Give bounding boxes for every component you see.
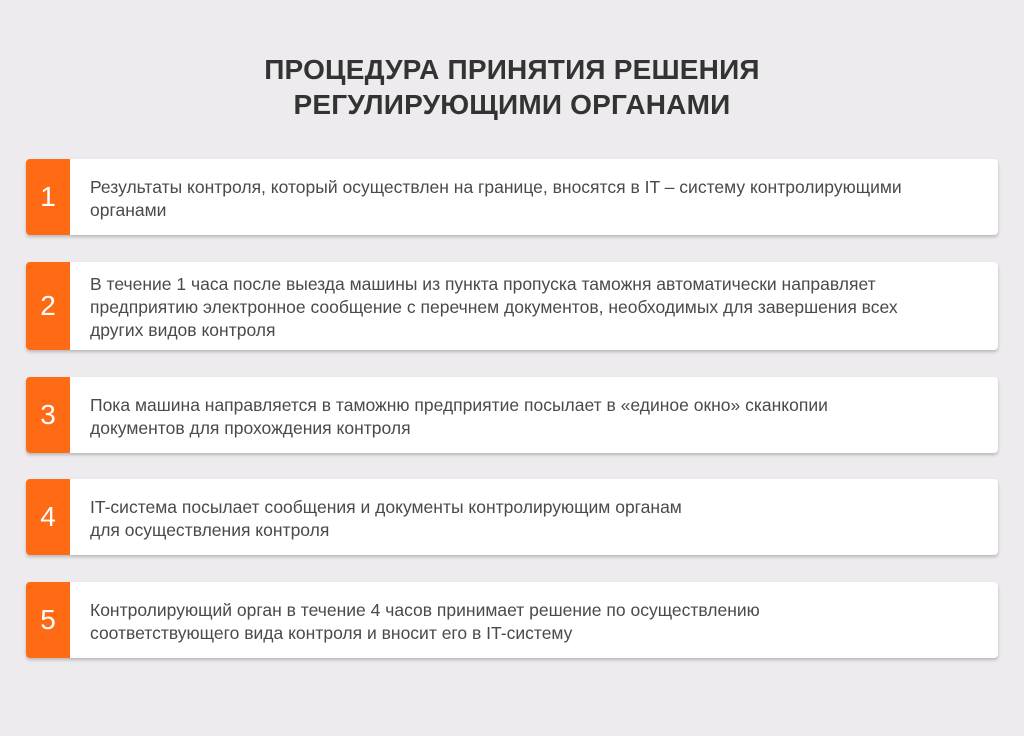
step-card-2 [26, 262, 998, 350]
step-card-5 [26, 582, 998, 658]
step-card-4 [26, 479, 998, 555]
step-text-line: соответствующего вида контроля и вносит его в IT-систему [90, 623, 573, 643]
step-text-line: Контролирующий орган в течение 4 часов принимает решение по осуществлению [90, 600, 760, 620]
step-description [90, 394, 974, 440]
step-text-line: В течение 1 часа после выезда машины из пункта пропуска таможня автоматически направляет [90, 274, 876, 294]
step-text-line: документов для прохождения контроля [90, 418, 411, 438]
step-number-badge: 1 [26, 159, 70, 235]
step-text-line: Результаты контроля, который осуществлен на границе, вносятся в IT – систему контролирующими [90, 177, 902, 197]
step-number-badge: 4 [26, 479, 70, 555]
step-card-1 [26, 159, 998, 235]
step-number-badge: 5 [26, 582, 70, 658]
step-text-line: предприятию электронное сообщение с перечнем документов, необходимых для завершения всех [90, 297, 898, 317]
step-description [90, 599, 974, 645]
step-description [90, 176, 974, 222]
step-text-line: органами [90, 200, 167, 220]
step-card-3 [26, 377, 998, 453]
page-title-line-2: РЕГУЛИРУЮЩИМИ ОРГАНАМИ [293, 89, 731, 120]
step-text-line: для осуществления контроля [90, 520, 330, 540]
step-number-badge: 3 [26, 377, 70, 453]
page-title [0, 52, 1024, 122]
step-text-line: Пока машина направляется в таможню предприятие посылает в «единое окно» сканкопии [90, 395, 828, 415]
step-text-line: IT-система посылает сообщения и документы контролирующим органам [90, 497, 682, 517]
step-text-line: других видов контроля [90, 320, 276, 340]
page-title-line-1: ПРОЦЕДУРА ПРИНЯТИЯ РЕШЕНИЯ [264, 54, 760, 85]
step-description [90, 273, 974, 342]
step-description [90, 496, 974, 542]
step-number-badge: 2 [26, 262, 70, 350]
